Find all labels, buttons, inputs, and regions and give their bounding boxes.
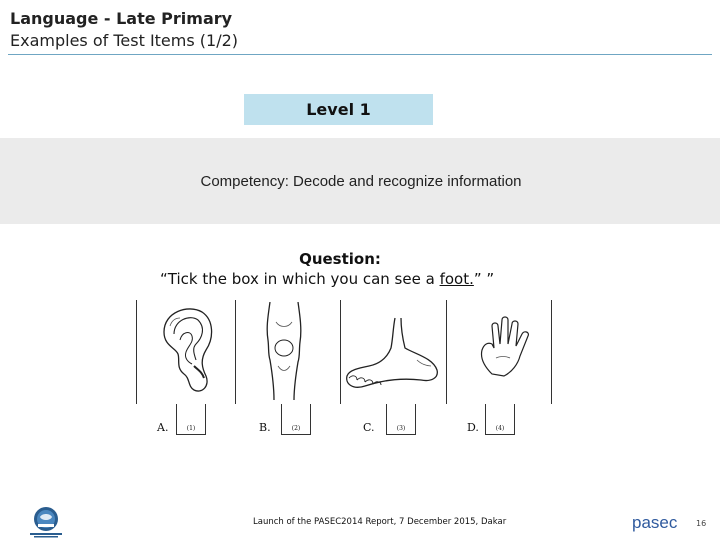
page-number: 16 bbox=[696, 519, 707, 528]
option-letter-c: C. bbox=[363, 421, 375, 434]
question-answer: foot. bbox=[439, 270, 474, 288]
option-divider bbox=[136, 300, 137, 404]
checkbox-option-d[interactable] bbox=[485, 404, 515, 435]
option-divider bbox=[340, 300, 341, 404]
question-label: Question: bbox=[299, 250, 381, 268]
pasec-brand: pasec bbox=[632, 513, 678, 532]
checkbox-option-a[interactable] bbox=[176, 404, 206, 435]
option-number: (3) bbox=[396, 425, 406, 432]
option-number: (4) bbox=[495, 425, 505, 432]
confemen-logo bbox=[28, 505, 64, 539]
hand-icon bbox=[472, 314, 538, 378]
slide-title: Language - Late Primary bbox=[10, 9, 233, 28]
checkbox-option-c[interactable] bbox=[386, 404, 416, 435]
option-letter-d: D. bbox=[467, 421, 479, 434]
question-prefix: “Tick the box in which you can see a bbox=[160, 270, 440, 288]
option-number: (2) bbox=[291, 425, 301, 432]
option-divider bbox=[235, 300, 236, 404]
competency-text: Competency: Decode and recognize information bbox=[200, 173, 522, 190]
question-suffix: ” ” bbox=[473, 270, 495, 288]
option-letter-b: B. bbox=[259, 421, 271, 434]
footer-text: Launch of the PASEC2014 Report, 7 December 2015, Dakar bbox=[253, 517, 507, 527]
option-divider bbox=[551, 300, 552, 404]
ear-icon bbox=[150, 302, 220, 394]
checkbox-option-b[interactable] bbox=[281, 404, 311, 435]
level-badge: Level 1 bbox=[244, 94, 433, 125]
leg-icon bbox=[260, 302, 308, 400]
option-letter-a: A. bbox=[157, 421, 169, 434]
option-number: (1) bbox=[186, 425, 196, 432]
foot-icon bbox=[343, 314, 443, 392]
slide-subtitle: Examples of Test Items (1/2) bbox=[10, 31, 239, 50]
option-divider bbox=[446, 300, 447, 404]
